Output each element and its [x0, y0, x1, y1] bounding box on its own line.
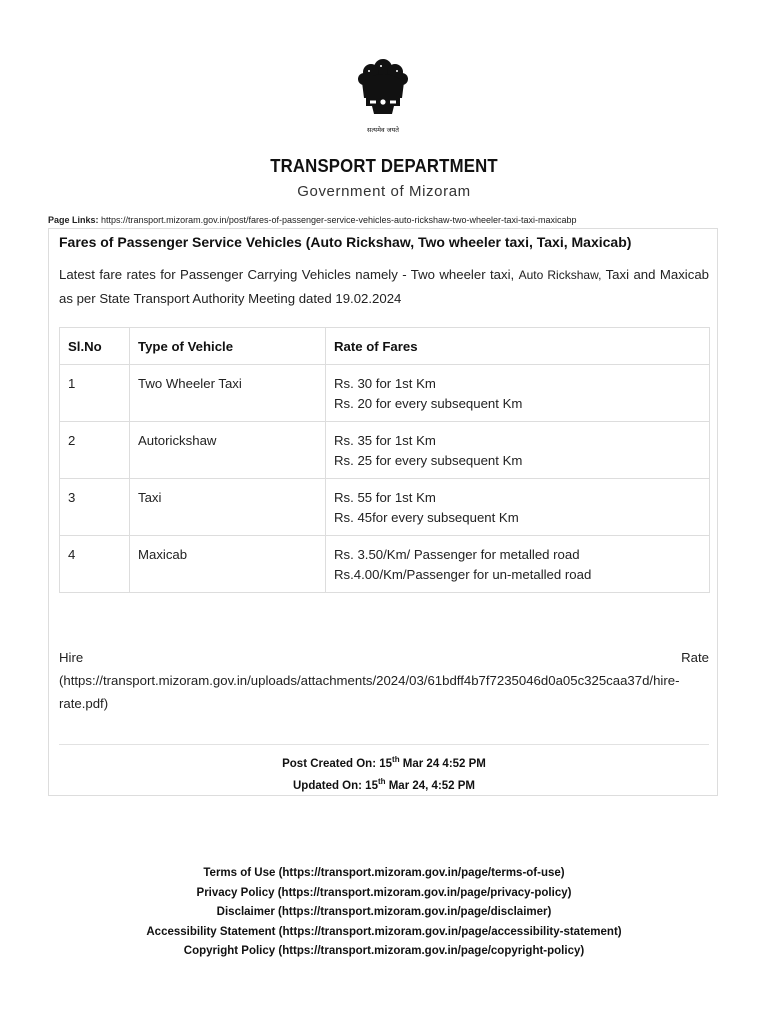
post-title: Fares of Passenger Service Vehicles (Auto Rickshaw, Two wheeler taxi, Taxi, Maxicab): [59, 234, 632, 250]
cell-sl-no: 2: [60, 422, 130, 479]
post-intro: [59, 263, 709, 311]
rate-line-2: Rs. 20 for every subsequent Km: [334, 396, 523, 411]
hire-word[interactable]: Hire: [59, 650, 84, 665]
rate-line-2: Rs. 25 for every subsequent Km: [334, 453, 523, 468]
fares-table: [59, 327, 710, 593]
table-row: [60, 479, 710, 536]
post-updated-date: Updated On: 15th Mar 24, 4:52 PM: [292, 776, 476, 792]
cell-vehicle: Taxi: [130, 479, 326, 536]
page-links-suffix: p: [571, 215, 577, 225]
footer-link-terms[interactable]: Terms of Use (https://transport.mizoram.gov.in/page/terms-of-use): [203, 867, 565, 879]
cell-sl-no: 4: [60, 536, 130, 593]
department-title: TRANSPORT DEPARTMENT: [270, 156, 498, 176]
rate-line-1: Rs. 55 for 1st Km: [334, 490, 436, 505]
national-emblem-logo: [350, 52, 416, 136]
post-card: [48, 228, 718, 796]
cell-rate: [326, 365, 710, 422]
rate-line-2: Rs.4.00/Km/Passenger for un-metalled road: [334, 567, 592, 582]
cell-sl-no: 3: [60, 479, 130, 536]
footer-link-privacy[interactable]: Privacy Policy (https://transport.mizoram.gov.in/page/privacy-policy): [196, 886, 572, 899]
rate-line-1: Rs. 30 for 1st Km: [334, 376, 436, 391]
page-links-url[interactable]: https://transport.mizoram.gov.in/post/fares-of-passenger-service-vehicles-auto-rickshaw-two-wheeler-taxi-taxi-maxicab: [101, 215, 572, 225]
cell-rate: [326, 479, 710, 536]
government-subtitle: Government of Mizoram: [297, 183, 471, 200]
emblem-motto: सत्यमेव जयते: [367, 126, 399, 134]
table-header-row: [60, 328, 710, 365]
hire-rate-link[interactable]: [59, 646, 709, 715]
header-sl-no: Sl.No: [60, 328, 130, 365]
cell-sl-no: 1: [60, 365, 130, 422]
intro-text-2: Auto Rickshaw,: [518, 268, 602, 282]
table-row: [60, 536, 710, 593]
cell-vehicle: Autorickshaw: [130, 422, 326, 479]
header-rate-of-fares: Rate of Fares: [326, 328, 710, 365]
footer-links: [0, 864, 768, 962]
hire-rate-url-line-1[interactable]: (https://transport.mizoram.gov.in/uploads/attachments/2024/03/61bdff4b7f7235046d0a05c325caa37d/hire-: [59, 673, 680, 688]
page-links: Page Links: https://transport.mizoram.gov.in/post/fares-of-passenger-service-vehicles-auto-rickshaw-two-wheeler-taxi-taxi-maxicabp: [48, 215, 577, 225]
intro-text-3: Taxi and Maxicab as per State Transport Authority Meeting dated 19.02.2024: [59, 267, 709, 306]
post-created-date: Post Created On: 15th Mar 24 4:52 PM: [282, 755, 486, 770]
cell-vehicle: Two Wheeler Taxi: [130, 365, 326, 422]
table-row: [60, 422, 710, 479]
header-vehicle-type: Type of Vehicle: [130, 328, 326, 365]
post-meta: [49, 751, 719, 795]
footer-link-copyright[interactable]: Copyright Policy (https://transport.mizoram.gov.in/page/copyright-policy): [183, 945, 585, 957]
footer-link-accessibility[interactable]: Accessibility Statement (https://transport.mizoram.gov.in/page/accessibility-statement): [146, 925, 622, 938]
hire-rate-url-line-2[interactable]: rate.pdf): [59, 696, 109, 711]
cell-rate: [326, 422, 710, 479]
divider: [59, 744, 709, 745]
rate-line-1: Rs. 35 for 1st Km: [334, 433, 436, 448]
footer-link-disclaimer[interactable]: Disclaimer (https://transport.mizoram.gov.in/page/disclaimer): [216, 906, 552, 918]
page-links-label: Page Links: [48, 215, 96, 225]
cell-vehicle: Maxicab: [130, 536, 326, 593]
table-row: [60, 365, 710, 422]
rate-line-1: Rs. 3.50/Km/ Passenger for metalled road: [334, 547, 580, 562]
intro-text-1: Latest fare rates for Passenger Carrying Vehicles namely - Two wheeler taxi,: [59, 267, 519, 282]
rate-line-2: Rs. 45for every subsequent Km: [334, 510, 519, 525]
cell-rate: [326, 536, 710, 593]
rate-word[interactable]: Rate: [681, 650, 709, 665]
